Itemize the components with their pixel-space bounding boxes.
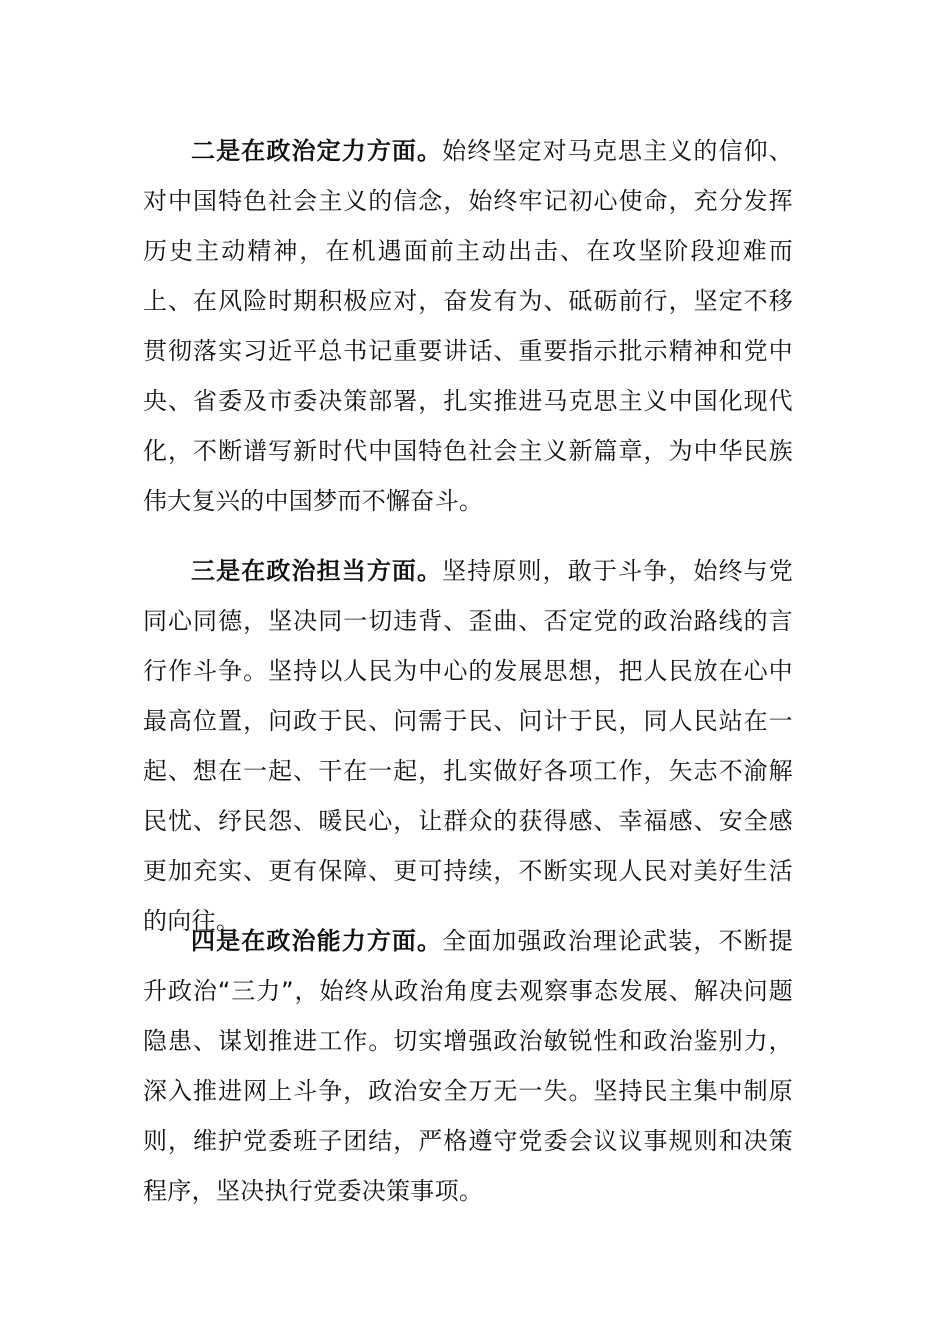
paragraph-political-determination [143, 126, 793, 526]
paragraph-heading: 二是在政治定力方面。 [191, 137, 443, 165]
paragraph-political-responsibility [143, 546, 793, 946]
paragraph-body: 坚持原则，敢于斗争，始终与党同心同德，坚决同一切违背、歪曲、否定党的政治路线的言行作斗争。坚持以人民为中心的发展思想，把人民放在心中最高位置，问政于民、问需于民、问计于民，同人民站在一起、想在一起、干在一起，扎实做好各项工作，矢志不渝解民忧、纾民怨、暖民心，让群众的获得感、幸福感、安全感更加充实、更有保障、更可持续，不断实现人民对美好生活的向往。 [143, 557, 793, 935]
paragraph-heading: 四是在政治能力方面。 [191, 927, 443, 955]
paragraph-body: 全面加强政治理论武装，不断提升政治“三力”，始终从政治角度去观察事态发展、解决问题隐患、谋划推进工作。切实增强政治敏锐性和政治鉴别力，深入推进网上斗争，政治安全万无一失。坚持民主集中制原则，维护党委班子团结，严格遵守党委会议议事规则和决策程序，坚决执行党委决策事项。 [143, 927, 793, 1205]
paragraph-heading: 三是在政治担当方面。 [191, 557, 443, 585]
paragraph-political-capability [143, 916, 793, 1216]
paragraph-body: 始终坚定对马克思主义的信仰、对中国特色社会主义的信念，始终牢记初心使命，充分发挥历史主动精神，在机遇面前主动出击、在攻坚阶段迎难而上、在风险时期积极应对，奋发有为、砥砺前行，坚定不移贯彻落实习近平总书记重要讲话、重要指示批示精神和党中央、省委及市委决策部署，扎实推进马克思主义中国化现代化，不断谱写新时代中国特色社会主义新篇章，为中华民族伟大复兴的中国梦而不懈奋斗。 [143, 137, 793, 515]
